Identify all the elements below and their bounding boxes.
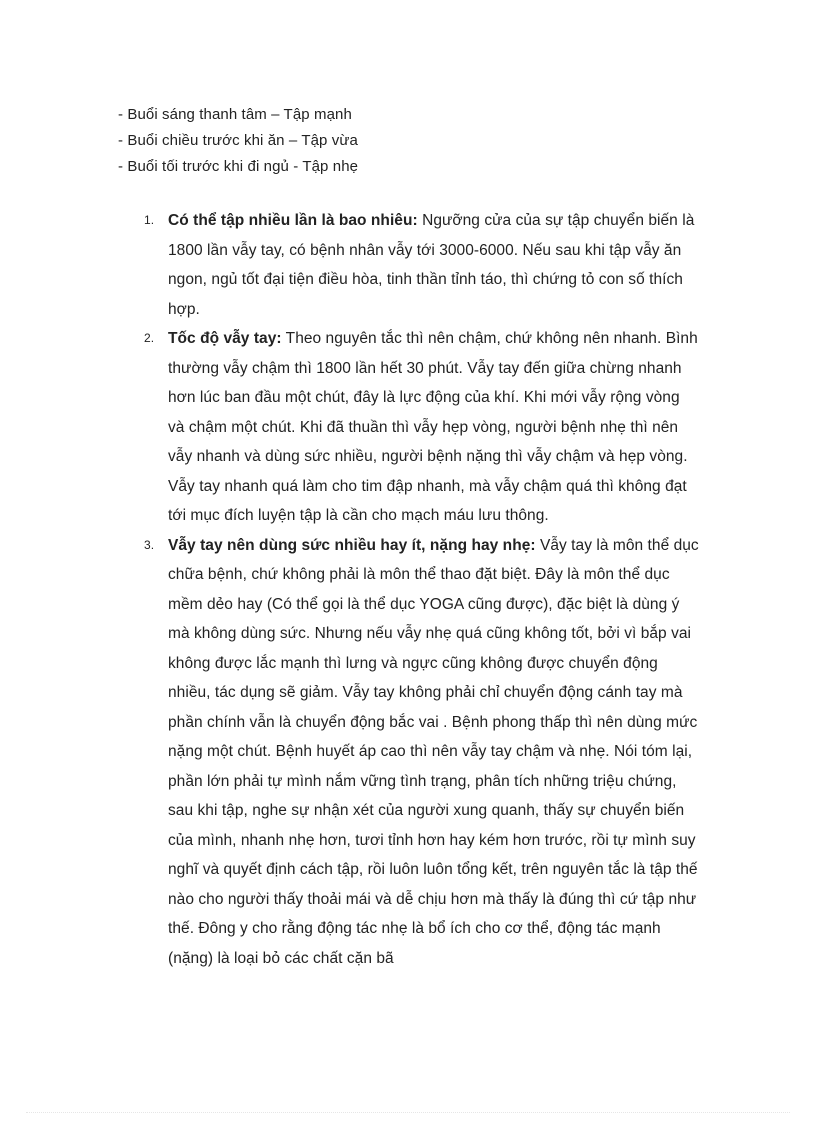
intro-list bbox=[118, 102, 718, 180]
list-item bbox=[144, 324, 700, 531]
list-item-number: 1. bbox=[144, 213, 155, 227]
list-item bbox=[144, 206, 700, 324]
intro-line-afternoon: - Buổi chiều trước khi ăn – Tập vừa bbox=[118, 132, 358, 149]
list-item-heading: Có thể tập nhiều lần là bao nhiêu: bbox=[168, 212, 418, 229]
list-item bbox=[144, 531, 700, 974]
intro-line-evening: - Buổi tối trước khi đi ngủ - Tập nhẹ bbox=[118, 158, 359, 175]
list-item-heading: Vẫy tay nên dùng sức nhiều hay ít, nặng hay nhẹ: bbox=[168, 536, 536, 554]
list-item-body: Ngưỡng cửa của sự tập chuyển biến là 1800 lần vẫy tay, có bệnh nhân vẫy tới 3000-6000. Nếu sau khi tập vẫy ăn ngon, ngủ tốt đại tiện điều hòa, tinh thần tỉnh táo, thì chứng tỏ con số thích hợp. bbox=[168, 212, 695, 318]
list-item-number: 2. bbox=[144, 331, 155, 345]
list-item-body: Theo nguyên tắc thì nên chậm, chứ không nên nhanh. Bình thường vẫy chậm thì 1800 lần hết 30 phút. Vẫy tay đến giữa chừng nhanh hơn lúc ban đầu một chút, đây là lực động của khí. Khi mới vẫy rộng vòng và chậm một chút. Khi đã thuần thì vẫy hẹp vòng, người bệnh nhẹ thì nên vẫy nhanh và dùng sức nhiều, người bệnh nặng thì vẫy chậm và hẹp vòng. Vẫy tay nhanh quá làm cho tim đập nhanh, mà vẫy chậm quá thì không đạt tới mục đích luyện tập là cần cho mạch máu lưu thông. bbox=[168, 330, 698, 524]
footer-divider bbox=[26, 1112, 790, 1113]
list-item-number: 3. bbox=[144, 537, 155, 552]
numbered-list bbox=[144, 206, 700, 973]
list-item-body: Vẫy tay là môn thể dục chữa bệnh, chứ không phải là môn thể thao đặt biệt. Đây là môn thể dục mềm dẻo hay (Có thể gọi là thể dục YOGA cũng được), đặc biệt là dùng ý mà không dùng sức. Nhưng nếu vẫy nhẹ quá cũng không tốt, bởi vì bắp vai không được lắc mạnh thì lưng và ngực cũng không được chuyển động nhiều, tác dụng sẽ giảm. Vẫy tay không phải chỉ chuyển động cánh tay mà phần chính vẫn là chuyển động bắc vai . Bệnh phong thấp thì nên dùng mức nặng một chút. Bệnh huyết áp cao thì nên vẫy tay chậm và nhẹ. Nói tóm lại, phần lớn phải tự mình nắm vững tình trạng, phân tích những triệu chứng, sau khi tập, nghe sự nhận xét của người xung quanh, thấy sự chuyển biến của mình, nhanh nhẹ hơn, tươi tỉnh hơn hay kém hơn trước, rồi tự mình suy nghĩ và quyết định cách tập, rồi luôn luôn tổng kết, trên nguyên tắc là tập thế nào cho người thấy thoải mái và dễ chịu hơn mà thấy là đúng thì cứ tập như thế. Đông y cho rằng động tác nhẹ là bổ ích cho cơ thể, động tác mạnh (nặng) là loại bỏ các chất cặn bã bbox=[168, 536, 699, 967]
intro-line-morning: - Buổi sáng thanh tâm – Tập mạnh bbox=[118, 106, 352, 123]
list-item-heading: Tốc độ vẫy tay: bbox=[168, 330, 282, 347]
